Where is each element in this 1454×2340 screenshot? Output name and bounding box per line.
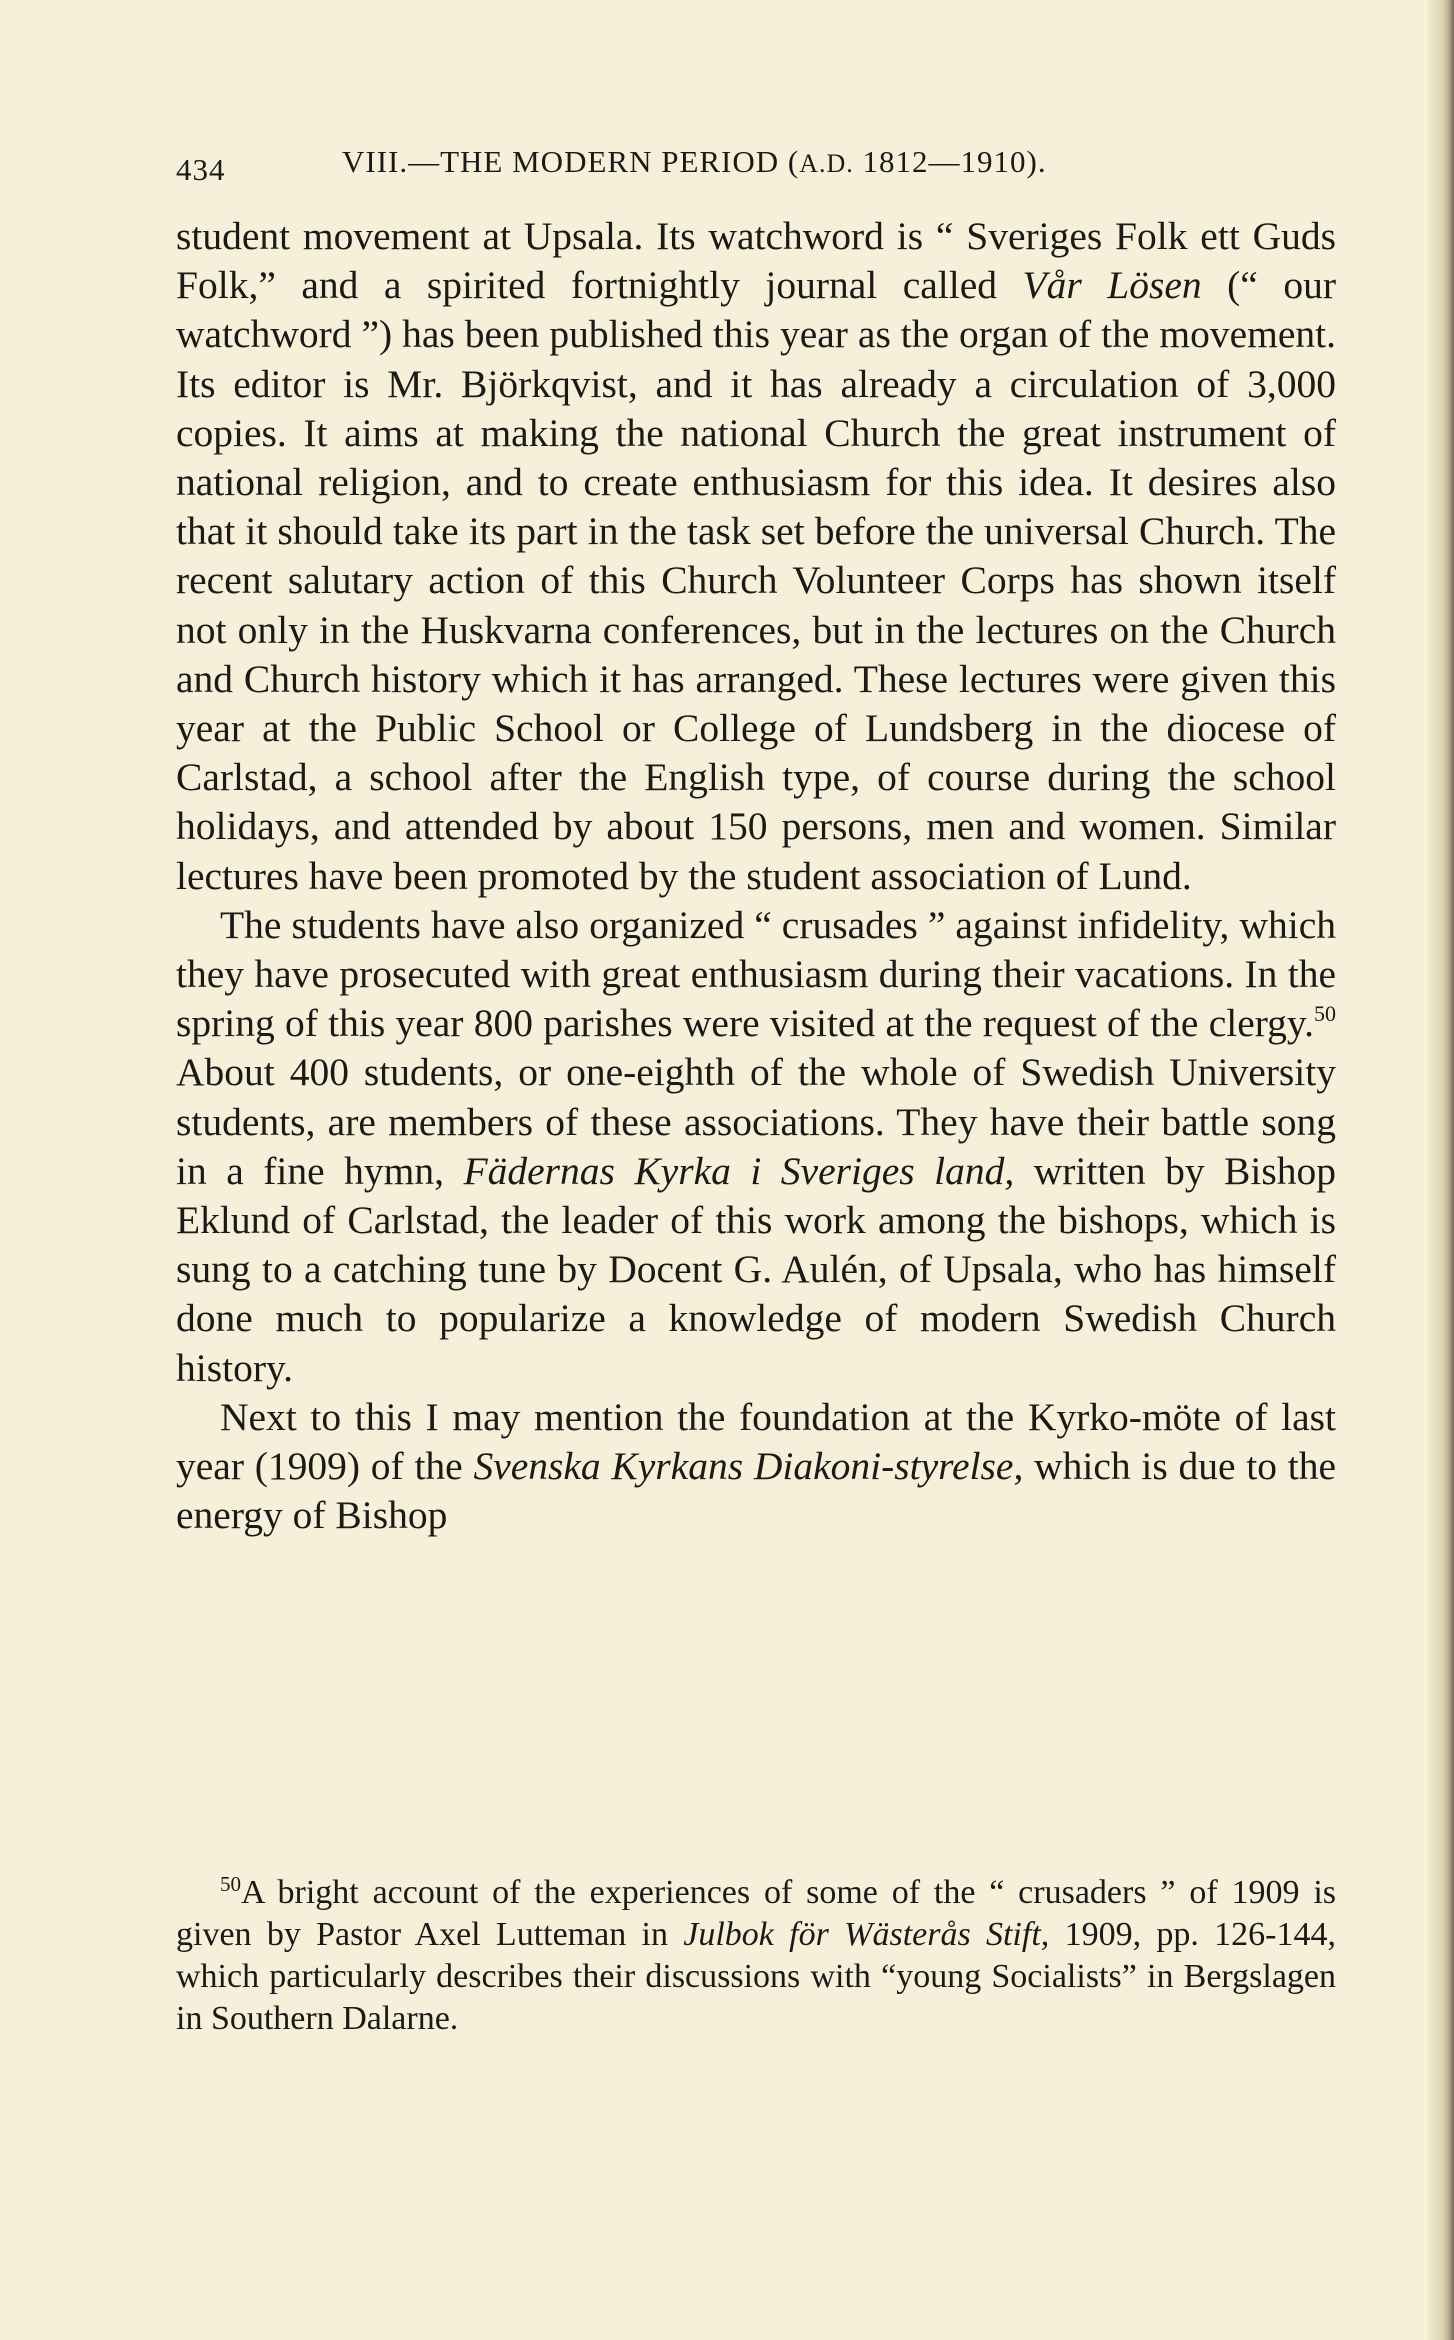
page-number: 434: [176, 152, 226, 187]
footnote: [176, 1872, 1336, 2040]
footnote-reference: 50: [1314, 1001, 1336, 1027]
paragraph-1-text-a: student movement at Upsala. Its watchword is “ Sveriges Folk ett Guds Folk,” and a spirited fortnightly journal called: [176, 214, 1336, 308]
footnote-text-a: A bright account of the experiences of some of the “ crusaders ” of 1909 is given by Pastor Axel Lutteman in: [176, 1874, 1336, 1953]
page-header: [176, 144, 1336, 188]
paragraph-3-text-b: which is due to the energy of Bishop: [176, 1444, 1336, 1538]
footnote-italic-title: Julbok för Wästerås Stift,: [683, 1916, 1050, 1953]
body-text: [176, 212, 1336, 1540]
footnote-marker: 50: [220, 1872, 241, 1896]
running-head-era: A.D.: [799, 149, 854, 178]
running-head: [342, 144, 1047, 180]
paragraph-1-text-b: (“ our watchword ”) has been published this year as the organ of the movement. Its editor is Mr. Björkqvist, and it has already a circulation of 3,000 copies. It aims at making the national Church the great instrument of national religion, and to create enthusiasm for this idea. It desires also that it should take its part in the task set before the universal Church. The recent salutary action of this Church Volunteer Corps has shown itself not only in the Huskvarna conferences, but in the lectures on the Church and Church history which it has arranged. These lectures were given this year at the Public School or College of Lundsberg in the diocese of Carlstad, a school after the English type, of course during the school holidays, and attended by about 150 persons, men and women. Similar lectures have been promoted by the student association of Lund.: [176, 263, 1336, 898]
paragraph-3: [176, 1393, 1336, 1541]
paragraph-1: [176, 212, 1336, 901]
paragraph-3-italic-name: Svenska Kyrkans Diakoni-styrelse,: [473, 1444, 1024, 1489]
running-head-main: VIII.—THE MODERN PERIOD (: [342, 144, 800, 179]
paragraph-2-italic-hymn: Fädernas Kyrka i Sveriges land,: [463, 1148, 1015, 1193]
paragraph-3-text-a: Next to this I may mention the foundation at the Kyrko-möte of last year (1909) of the: [176, 1394, 1336, 1489]
paragraph-2-text-b: About 400 students, or one-eighth of the whole of Swedish University students, are members of these associations. They have their battle song in a fine hymn,: [176, 1050, 1336, 1193]
page-edge-shadow: [1428, 0, 1454, 2340]
paragraph-1-italic-title: Vår Lösen: [1022, 263, 1202, 308]
paragraph-2-text-c: written by Bishop Eklund of Carlstad, the leader of this work among the bishops, which is sung to a catching tune by Docent G. Aulén, of Upsala, who has himself done much to popularize a knowledge of modern Swedish Church history.: [176, 1148, 1336, 1390]
paragraph-2: [176, 901, 1336, 1393]
paragraph-2-text-a: The students have also organized “ crusades ” against infidelity, which they have prosecuted with great enthusiasm during their vacations. In the spring of this year 800 parishes were visited at the request of the clergy.: [176, 902, 1336, 1046]
footnote-text-b: 1909, pp. 126-144, which particularly describes their discussions with “young Socialists” in Bergslagen in Southern Dalarne.: [176, 1916, 1336, 2037]
running-head-years: 1812—1910).: [853, 144, 1047, 179]
